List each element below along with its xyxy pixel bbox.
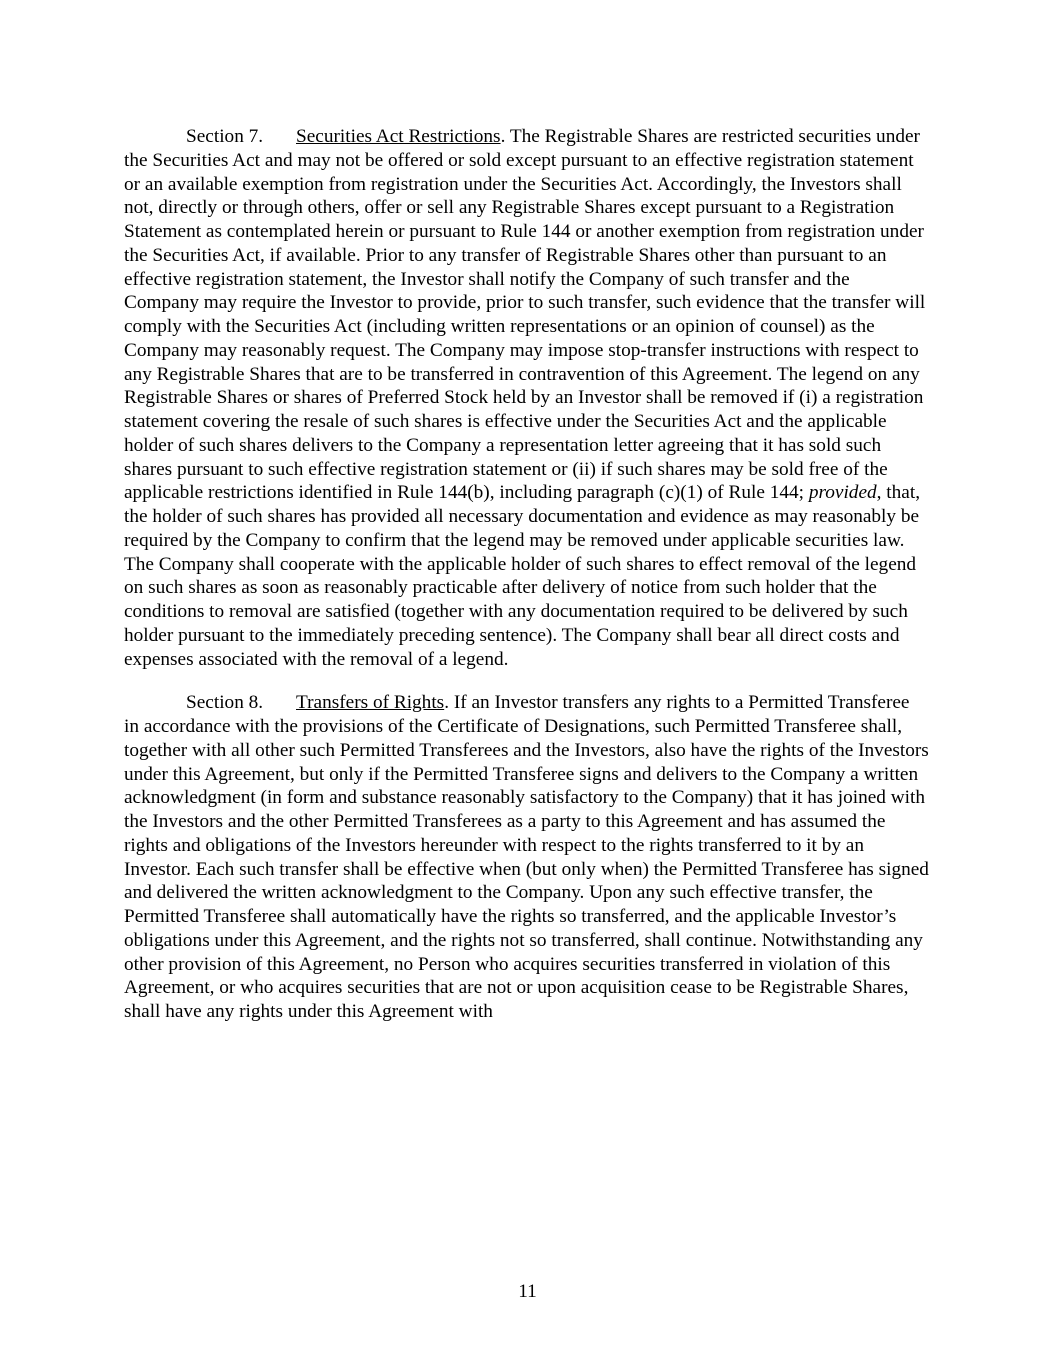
section-7-body-part1: . The Registrable Shares are restricted securities under the Securities Act and may not be offered or sold except pursuant to an effective registration statement or an available exemption from registration under the Securities Act. Accordingly, the Investors shall not, directly or through others, offer or sell any Registrable Shares except pursuant to a Registration Statement as contemplated herein or pursuant to Rule 144 or another exemption from registration under the Securities Act, if available. Prior to any transfer of Registrable Shares other than pursuant to an effective registration statement, the Investor shall notify the Company of such transfer and the Company may require the Investor to provide, prior to such transfer, such evidence that the transfer will comply with the Securities Act (including written representations or an opinion of counsel) as the Company may reasonably request. The Company may impose stop-transfer instructions with respect to any Registrable Shares that are to be transferred in contravention of this Agreement. The legend on any Registrable Shares or shares of Preferred Stock held by an Investor shall be removed if (i) a registration statement covering the resale of such shares is effective under the Securities Act and the applicable holder of such shares delivers to the Company a representation letter agreeing that it has sold such shares pursuant to such effective registration statement or (ii) if such shares may be sold free of the applicable restrictions identified in Rule 144(b), including paragraph (c)(1) of Rule 144; — [124, 126, 926, 504]
page-number: 11 — [518, 1281, 537, 1302]
section-7-paragraph — [124, 125, 929, 671]
section-8-label: Section 8. — [186, 692, 264, 714]
document-body — [124, 125, 929, 1024]
section-7-label: Section 7. — [186, 126, 264, 147]
section-7-body-part2: , that, the holder of such shares has provided all necessary documentation and evidence as may reasonably be required by the Company to confirm that the legend may be removed under applicable securities law. The Company shall cooperate with the applicable holder of such shares to effect removal of the legend on such shares as soon as reasonably practicable after delivery of notice from such holder that the conditions to removal are satisfied (together with any documentation required to be delivered by such holder pursuant to the immediately preceding sentence). The Company shall bear all direct costs and expenses associated with the removal of a legend. — [124, 482, 921, 670]
section-8-paragraph — [124, 691, 929, 1024]
section-8-title: Transfers of Rights — [296, 692, 445, 714]
section-8-body: . If an Investor transfers any rights to a Permitted Transferee in accordance with the provisions of the Certificate of Designations, such Permitted Transferee shall, together with all other such Permitted Transferees and the Investors, also have the rights of the Investors under this Agreement, but only if the Permitted Transferee signs and delivers to the Company a written acknowledgment (in form and substance reasonably satisfactory to the Company) that it has joined with the Investors and the other Permitted Transferees as a party to this Agreement and has assumed the rights and obligations of the Investors hereunder with respect to the rights transferred to it by an Investor. Each such transfer shall be effective when (but only when) the Permitted Transferee has signed and delivered the written acknowledgment to the Company. Upon any such effective transfer, the Permitted Transferee shall automatically have the rights so transferred, and the applicable Investor’s obligations under this Agreement, and the rights not so transferred, shall continue. Notwithstanding any other provision of this Agreement, no Person who acquires securities transferred in violation of this Agreement, or who acquires securities that are not or upon acquisition cease to be Registrable Shares, shall have any rights under this Agreement with — [124, 692, 929, 1022]
section-7-body-italic: provided — [808, 482, 877, 504]
section-7-title: Securities Act Restrictions — [296, 126, 501, 147]
